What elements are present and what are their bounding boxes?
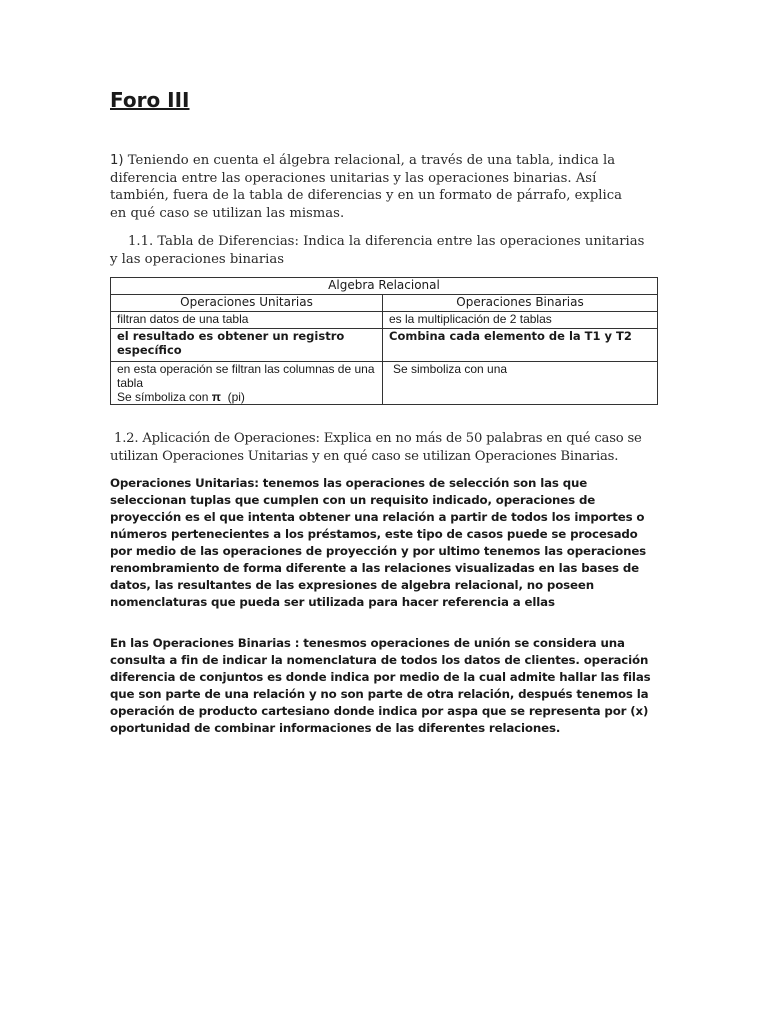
row3-left-line2 [117, 390, 376, 404]
question-1-number: 1) [110, 153, 124, 168]
table-cell [111, 362, 383, 405]
table-row [111, 362, 658, 405]
table-cell: el resultado es obtener un registro específico [111, 329, 383, 362]
question-1 [110, 152, 630, 222]
pi-symbol: π [211, 390, 221, 404]
table-header-binarias: Operaciones Binarias [383, 295, 658, 312]
table-row [111, 329, 658, 362]
table-cell [383, 362, 658, 405]
page-title: Foro III [110, 88, 190, 112]
table-caption: Algebra Relacional [111, 278, 658, 295]
question-1-1-text: 1.1. Tabla de Diferencias: Indica la diferencia entre las operaciones unitarias y las operaciones binarias [110, 234, 645, 267]
table-row [111, 312, 658, 329]
pi-symbol-name: (pi) [227, 390, 245, 404]
row3-right: Se simboliza con una [393, 362, 508, 376]
question-1-2-text: 1.2. Aplicación de Operaciones: Explica en no más de 50 palabras en qué caso se utilizan Operaciones Unitarias y en qué caso se utilizan Operaciones Binarias. [110, 431, 642, 464]
differences-table [110, 277, 658, 405]
row3-left-prefix: Se símboliza con [117, 390, 212, 404]
table-header-unitarias: Operaciones Unitarias [111, 295, 383, 312]
table-cell: filtran datos de una tabla [111, 312, 383, 329]
table-cell: Combina cada elemento de la T1 y T2 [383, 329, 658, 362]
question-1-1 [110, 233, 655, 268]
table-cell: es la multiplicación de 2 tablas [383, 312, 658, 329]
question-1-2 [110, 430, 650, 465]
answer-paragraph-binarias: En las Operaciones Binarias : tenesmos operaciones de unión se considera una consulta a fin de indicar la nomenclatura de todos los datos de clientes. operación diferencia de conjuntos es donde indica por medio de la cual admite hallar las filas que son parte de una relación y no son parte de otra relación, después tenemos la operación de producto cartesiano donde indica por aspa que se representa por (x) oportunidad de combinar informaciones de las diferentes relaciones. [110, 636, 651, 735]
row3-left-line1: en esta operación se filtran las columnas de una tabla [117, 362, 375, 390]
answer-paragraph-unitarias: Operaciones Unitarias: tenemos las operaciones de selección son las que seleccionan tuplas que cumplen con un requisito indicado, operaciones de proyección es el que intenta obtener una relación a partir de todos los importes o números pertenecientes a los préstamos, este tipo de casos puede se procesado por medio de las operaciones de proyección y por ultimo tenemos las operaciones renombramiento de forma diferente a las relaciones visualizadas en las bases de datos, las resultantes de las expresiones de algebra relacional, no poseen nomenclaturas que pueda ser utilizada para hacer referencia a ellas [110, 476, 647, 609]
question-1-text: Teniendo en cuenta el álgebra relacional, a través de una tabla, indica la diferencia entre las operaciones unitarias y las operaciones binarias. Así también, fuera de la tabla de diferencias y en un formato de párrafo, explica en qué caso se utilizan las mismas. [110, 153, 622, 221]
